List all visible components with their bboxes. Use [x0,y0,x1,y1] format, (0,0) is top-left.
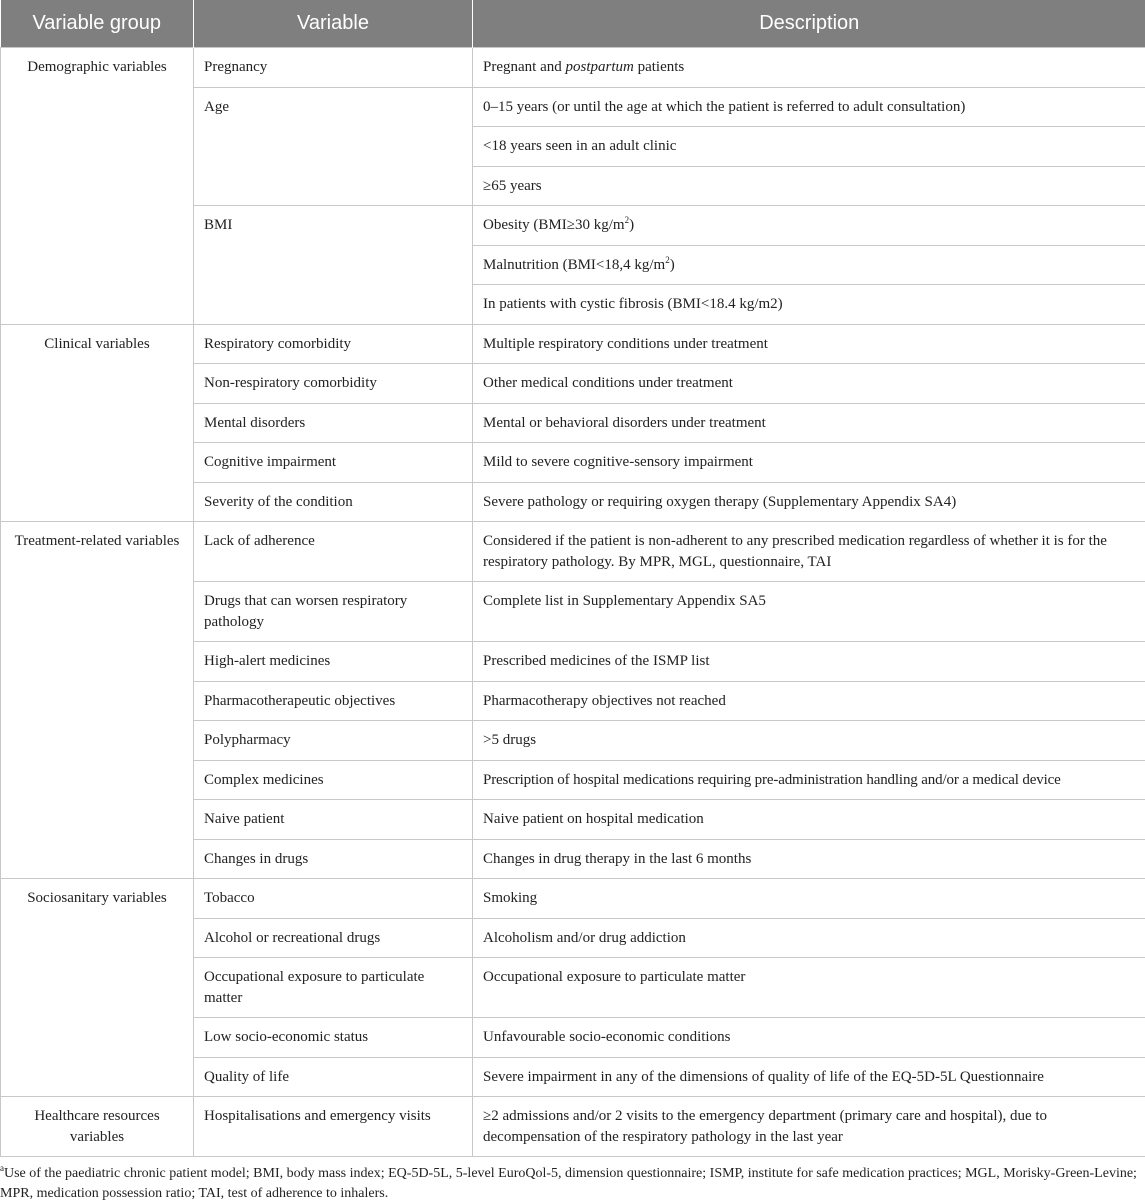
table-row [1,1097,1145,1157]
group-cell-healthcare: Healthcare resources variables [1,1097,194,1157]
table-row [1,48,1145,88]
description-cell: Changes in drug therapy in the last 6 months [473,839,1145,879]
variable-cell: Non-respiratory comorbidity [194,364,473,404]
footnote-marker: a [0,1163,4,1173]
variable-cell: Pregnancy [194,48,473,88]
header-row [1,0,1145,48]
description-cell: Naive patient on hospital medication [473,800,1145,840]
table-row [1,324,1145,364]
description-text: ) [629,217,634,233]
description-cell: Prescribed medicines of the ISMP list [473,642,1145,682]
header-description: Description [473,0,1145,48]
variable-cell: Lack of adherence [194,522,473,582]
description-emphasis: postpartum [565,59,633,75]
group-cell-clinical: Clinical variables [1,324,194,522]
variable-cell: Changes in drugs [194,839,473,879]
variable-cell: BMI [194,206,473,325]
description-text: Pregnant and [483,59,565,75]
description-cell: Prescription of hospital medications requiring pre-administration handling and/or a medical device [473,760,1145,800]
superscript: 2 [665,255,670,265]
description-cell: Unfavourable socio-economic conditions [473,1018,1145,1058]
description-cell: ≥65 years [473,166,1145,206]
variable-cell: Occupational exposure to particulate matter [194,958,473,1018]
table-footnote [0,1157,1140,1204]
description-cell: >5 drugs [473,721,1145,761]
description-cell: Multiple respiratory conditions under treatment [473,324,1145,364]
table-row [1,522,1145,582]
group-cell-demographic: Demographic variables [1,48,194,325]
variable-cell: Alcohol or recreational drugs [194,918,473,958]
description-cell: Severe impairment in any of the dimensions of quality of life of the EQ-5D-5L Questionnaire [473,1057,1145,1097]
variable-cell: Tobacco [194,879,473,919]
group-cell-sociosanitary: Sociosanitary variables [1,879,194,1097]
superscript: 2 [625,215,630,225]
variable-cell: Age [194,87,473,206]
variable-cell: Pharmacotherapeutic objectives [194,681,473,721]
description-cell: Pharmacotherapy objectives not reached [473,681,1145,721]
footnote-text: Use of the paediatric chronic patient model; BMI, body mass index; EQ-5D-5L, 5-level EuroQol-5, dimension questionnaire; ISMP, institute for safe medication practices; MGL, Morisky-Green-Levine; MPR, medication possession ratio; TAI, test of adherence to inhalers. [0,1166,1137,1201]
description-cell [473,48,1145,88]
variable-cell: Polypharmacy [194,721,473,761]
variable-cell: Naive patient [194,800,473,840]
description-text: ) [670,257,675,273]
description-cell: Considered if the patient is non-adherent to any prescribed medication regardless of whether it is for the respiratory pathology. By MPR, MGL, questionnaire, TAI [473,522,1145,582]
description-cell: Severe pathology or requiring oxygen therapy (Supplementary Appendix SA4) [473,482,1145,522]
description-cell: 0–15 years (or until the age at which the patient is referred to adult consultation) [473,87,1145,127]
table-row [1,879,1145,919]
header-variable-group: Variable group [1,0,194,48]
variable-cell: Cognitive impairment [194,443,473,483]
description-cell: Alcoholism and/or drug addiction [473,918,1145,958]
variable-cell: High-alert medicines [194,642,473,682]
description-text: Malnutrition (BMI<18,4 kg/m [483,257,665,273]
description-cell: Complete list in Supplementary Appendix SA5 [473,582,1145,642]
group-cell-treatment: Treatment-related variables [1,522,194,879]
description-cell: Mental or behavioral disorders under treatment [473,403,1145,443]
variable-cell: Quality of life [194,1057,473,1097]
description-cell: Other medical conditions under treatment [473,364,1145,404]
description-text: Obesity (BMI≥30 kg/m [483,217,625,233]
description-cell: <18 years seen in an adult clinic [473,127,1145,167]
variable-cell: Drugs that can worsen respiratory pathology [194,582,473,642]
variable-cell: Severity of the condition [194,482,473,522]
description-cell: Smoking [473,879,1145,919]
description-cell: Occupational exposure to particulate matter [473,958,1145,1018]
description-cell: Mild to severe cognitive-sensory impairment [473,443,1145,483]
description-text: patients [634,59,684,75]
variable-cell: Mental disorders [194,403,473,443]
variable-cell: Hospitalisations and emergency visits [194,1097,473,1157]
description-cell [473,245,1145,285]
description-cell [473,206,1145,246]
description-cell: In patients with cystic fibrosis (BMI<18.4 kg/m2) [473,285,1145,325]
description-cell: ≥2 admissions and/or 2 visits to the emergency department (primary care and hospital), due to decompensation of the respiratory pathology in the last year [473,1097,1145,1157]
header-variable: Variable [194,0,473,48]
variable-cell: Respiratory comorbidity [194,324,473,364]
variable-cell: Low socio-economic status [194,1018,473,1058]
variable-cell: Complex medicines [194,760,473,800]
